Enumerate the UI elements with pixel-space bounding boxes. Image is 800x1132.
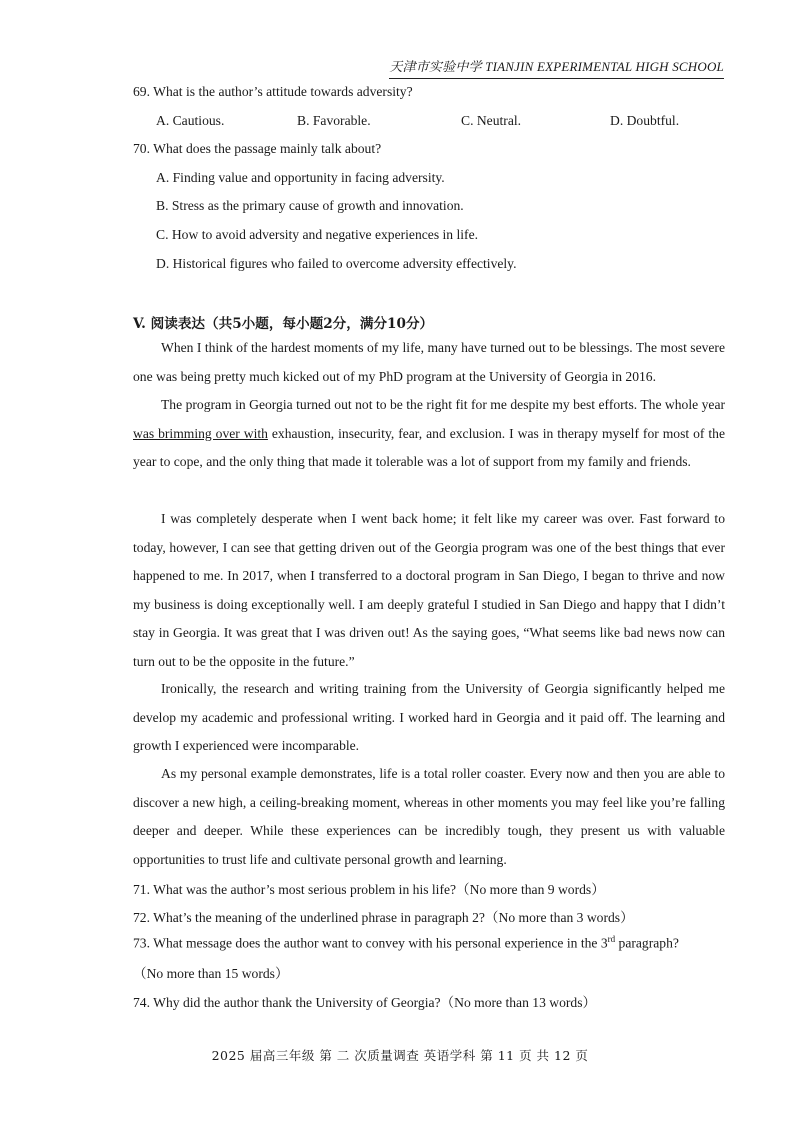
passage-paragraph-2	[133, 391, 725, 477]
q70-option-b: B. Stress as the primary cause of growth and innovation.	[156, 198, 464, 213]
q73-superscript: rd	[607, 934, 616, 944]
q73-word-limit: （No more than 15 words）	[133, 966, 289, 981]
q71: 71. What was the author’s most serious problem in his life?（No more than 9 words）	[133, 882, 605, 897]
q73	[133, 934, 725, 952]
q69-option-d: D. Doubtful.	[610, 113, 680, 128]
q70-option-d: D. Historical figures who failed to overcome adversity effectively.	[156, 256, 517, 271]
passage-paragraph-5: As my personal example demonstrates, life is a total roller coaster. Every now and then you are able to discover a new high, a ceiling-breaking moment, whereas in other moments you may feel like you’re falling deeper and deeper. While these experiences can be incredibly tough, they present us with valuable opportunities to trust life and cultivate personal growth and learning.	[133, 766, 725, 867]
q69-stem: 69. What is the author’s attitude towards adversity?	[133, 84, 413, 99]
q70-option-a: A. Finding value and opportunity in facing adversity.	[156, 170, 445, 185]
passage-paragraph-3: I was completely desperate when I went back home; it felt like my career was over. Fast forward to today, however, I can see that getting driven out of the Georgia program was one of the best things that ever happened to me. In 2017, when I transferred to a doctoral program in San Diego, I began to thrive and now my business is doing exceptionally well. I am deeply grateful I studied in San Diego and happy that I didn’t stay in Georgia. It was great that I was driven out! As the saying goes, “What seems like bad news now can turn out to be the opposite in the future.”	[133, 511, 725, 669]
passage-paragraph-4: Ironically, the research and writing training from the University of Georgia significantly helped me develop my academic and professional writing. I worked hard in Georgia and it paid off. The learning and growth I experienced were incomparable.	[133, 681, 725, 753]
q74: 74. Why did the author thank the University of Georgia?（No more than 13 words）	[133, 995, 597, 1010]
q69-option-c: C. Neutral.	[461, 113, 522, 128]
underlined-phrase: was brimming over with	[133, 425, 268, 441]
q72: 72. What’s the meaning of the underlined phrase in paragraph 2?（No more than 3 words）	[133, 910, 634, 925]
school-header: 天津市实验中学 TIANJIN EXPERIMENTAL HIGH SCHOOL	[389, 56, 724, 79]
section-title: V. 阅读表达（共5小题，每小题2分，满分10分）	[133, 316, 434, 332]
q70-stem: 70. What does the passage mainly talk about?	[133, 141, 382, 156]
page-footer: 2025 届高三年级 第 二 次质量调查 英语学科 第 11 页 共 12 页	[211, 1048, 589, 1063]
q73-text: 73. What message does the author want to convey with his personal experience in the 3	[133, 935, 608, 951]
passage-paragraph-1: When I think of the hardest moments of my life, many have turned out to be blessings. The most severe one was being pretty much kicked out of my PhD program at the University of Georgia in 2016.	[133, 340, 725, 384]
paragraph-2-text-a: The program in Georgia turned out not to be the right fit for me despite my best efforts. The whole year	[161, 397, 725, 412]
paragraph-2-text-b: exhaustion, insecurity, fear, and exclusion. I was in therapy myself for most of the year to cope, and the only thing that made it tolerable was a lot of support from my family and friends.	[133, 425, 725, 469]
q69-option-a: A. Cautious.	[156, 113, 225, 128]
q70-option-c: C. How to avoid adversity and negative experiences in life.	[156, 227, 478, 242]
q69-option-b: B. Favorable.	[297, 113, 371, 128]
q73-text-end: paragraph?	[615, 935, 679, 951]
